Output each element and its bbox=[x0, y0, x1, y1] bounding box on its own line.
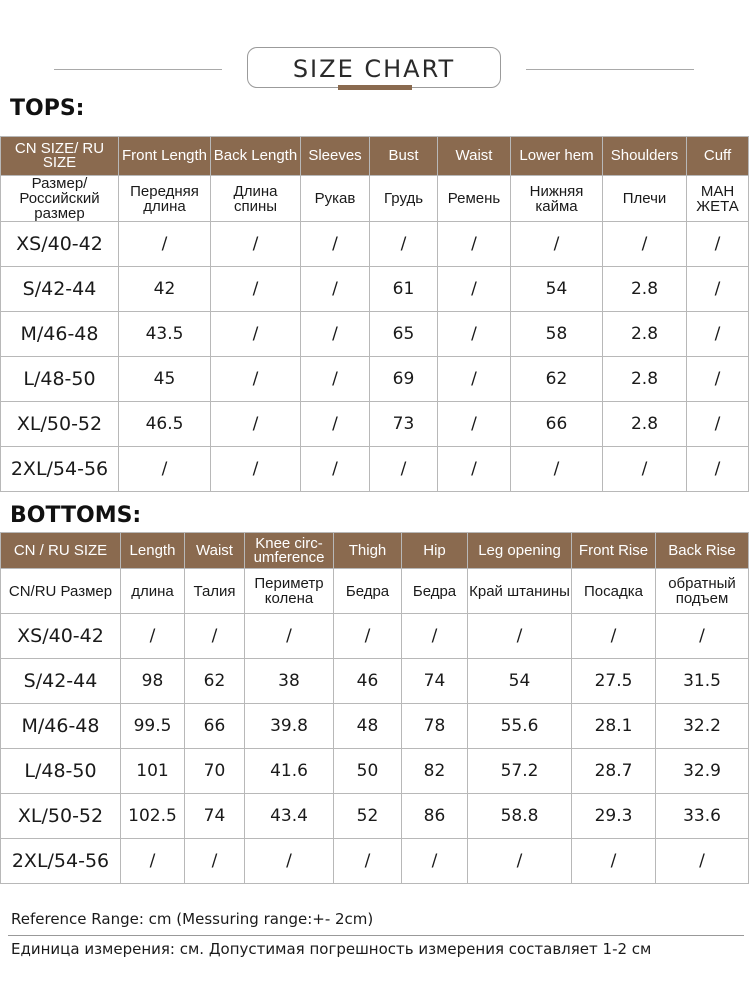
tops-value-cell: / bbox=[211, 357, 301, 402]
tops-value-cell: / bbox=[603, 222, 687, 267]
tops-value-cell: / bbox=[211, 402, 301, 447]
bottoms-row bbox=[1, 749, 749, 794]
bottoms-value-cell: 50 bbox=[334, 749, 402, 794]
tops-column-header: Sleeves bbox=[301, 137, 370, 176]
tops-value-cell: 73 bbox=[370, 402, 438, 447]
tops-value-cell: / bbox=[687, 222, 749, 267]
bottoms-value-cell: 41.6 bbox=[245, 749, 334, 794]
bottoms-value-cell: / bbox=[334, 839, 402, 884]
bottoms-column-header-ru: Посадка bbox=[572, 569, 656, 614]
bottoms-row bbox=[1, 614, 749, 659]
bottoms-value-cell: 48 bbox=[334, 704, 402, 749]
tops-value-cell: 2.8 bbox=[603, 402, 687, 447]
tops-value-cell: / bbox=[301, 357, 370, 402]
tops-column-header: Cuff bbox=[687, 137, 749, 176]
tops-row bbox=[1, 357, 749, 402]
tops-size-table bbox=[0, 136, 749, 492]
tops-column-header: Shoulders bbox=[603, 137, 687, 176]
bottoms-value-cell: 32.2 bbox=[656, 704, 749, 749]
tops-value-cell: 65 bbox=[370, 312, 438, 357]
bottoms-value-cell: 82 bbox=[402, 749, 468, 794]
bottoms-value-cell: / bbox=[656, 614, 749, 659]
bottoms-column-header-ru: Периметр колена bbox=[245, 569, 334, 614]
bottoms-value-cell: 28.7 bbox=[572, 749, 656, 794]
tops-column-header-ru: Размер/ Российский размер bbox=[1, 176, 119, 222]
bottoms-value-cell: 62 bbox=[185, 659, 245, 704]
tops-value-cell: / bbox=[603, 447, 687, 492]
title-accent-bar bbox=[338, 85, 412, 90]
bottoms-value-cell: 98 bbox=[121, 659, 185, 704]
bottoms-value-cell: / bbox=[402, 614, 468, 659]
bottoms-column-header: Thigh bbox=[334, 533, 402, 569]
tops-size-cell: S/42-44 bbox=[1, 267, 119, 312]
tops-value-cell: 43.5 bbox=[119, 312, 211, 357]
bottoms-column-header-ru: Бедра bbox=[402, 569, 468, 614]
bottoms-value-cell: / bbox=[185, 839, 245, 884]
tops-column-header-ru: Рукав bbox=[301, 176, 370, 222]
bottoms-value-cell: / bbox=[245, 614, 334, 659]
bottoms-value-cell: 27.5 bbox=[572, 659, 656, 704]
bottoms-value-cell: 46 bbox=[334, 659, 402, 704]
tops-value-cell: / bbox=[119, 222, 211, 267]
tops-value-cell: / bbox=[211, 312, 301, 357]
tops-column-header: Lower hem bbox=[511, 137, 603, 176]
tops-value-cell: / bbox=[438, 402, 511, 447]
tops-size-cell: M/46-48 bbox=[1, 312, 119, 357]
tops-value-cell: / bbox=[301, 402, 370, 447]
bottoms-column-header-ru: обратный подъем bbox=[656, 569, 749, 614]
tops-column-header-ru: Ремень bbox=[438, 176, 511, 222]
tops-row bbox=[1, 447, 749, 492]
tops-value-cell: / bbox=[438, 267, 511, 312]
bottoms-value-cell: 29.3 bbox=[572, 794, 656, 839]
bottoms-size-cell: S/42-44 bbox=[1, 659, 121, 704]
tops-value-cell: 61 bbox=[370, 267, 438, 312]
tops-row bbox=[1, 222, 749, 267]
tops-value-cell: 58 bbox=[511, 312, 603, 357]
tops-value-cell: / bbox=[301, 312, 370, 357]
tops-column-header-ru: Грудь bbox=[370, 176, 438, 222]
bottoms-column-header-ru: длина bbox=[121, 569, 185, 614]
tops-section-title: TOPS: bbox=[10, 96, 85, 121]
tops-column-header-ru: МАН ЖЕТА bbox=[687, 176, 749, 222]
bottoms-size-cell: XS/40-42 bbox=[1, 614, 121, 659]
bottoms-column-header-ru: Талия bbox=[185, 569, 245, 614]
tops-value-cell: / bbox=[687, 402, 749, 447]
bottoms-value-cell: 74 bbox=[185, 794, 245, 839]
tops-row bbox=[1, 312, 749, 357]
tops-value-cell: 2.8 bbox=[603, 312, 687, 357]
bottoms-row bbox=[1, 794, 749, 839]
bottoms-value-cell: 58.8 bbox=[468, 794, 572, 839]
bottoms-value-cell: / bbox=[572, 614, 656, 659]
tops-value-cell: / bbox=[211, 447, 301, 492]
bottoms-column-header-ru: CN/RU Размер bbox=[1, 569, 121, 614]
tops-ru-header-row bbox=[1, 176, 749, 222]
bottoms-size-cell: XL/50-52 bbox=[1, 794, 121, 839]
page-title: SIZE CHART bbox=[292, 55, 456, 83]
bottoms-column-header-ru: Бедра bbox=[334, 569, 402, 614]
bottoms-size-table bbox=[0, 532, 749, 884]
tops-value-cell: / bbox=[438, 312, 511, 357]
tops-column-header-ru: Плечи bbox=[603, 176, 687, 222]
bottoms-value-cell: 57.2 bbox=[468, 749, 572, 794]
bottoms-column-header: Length bbox=[121, 533, 185, 569]
tops-value-cell: 45 bbox=[119, 357, 211, 402]
tops-value-cell: / bbox=[687, 267, 749, 312]
bottoms-value-cell: 33.6 bbox=[656, 794, 749, 839]
tops-value-cell: / bbox=[687, 357, 749, 402]
bottoms-column-header: Hip bbox=[402, 533, 468, 569]
tops-column-header: Waist bbox=[438, 137, 511, 176]
header-divider-left bbox=[54, 69, 222, 70]
tops-value-cell: 62 bbox=[511, 357, 603, 402]
bottoms-value-cell: 38 bbox=[245, 659, 334, 704]
bottoms-column-header: Knee circ- umference bbox=[245, 533, 334, 569]
tops-column-header: Front Length bbox=[119, 137, 211, 176]
bottoms-value-cell: / bbox=[402, 839, 468, 884]
tops-value-cell: / bbox=[511, 447, 603, 492]
bottoms-value-cell: 70 bbox=[185, 749, 245, 794]
tops-value-cell: 66 bbox=[511, 402, 603, 447]
tops-value-cell: / bbox=[370, 447, 438, 492]
tops-row bbox=[1, 267, 749, 312]
tops-column-header-ru: Передняя длина bbox=[119, 176, 211, 222]
footer-note-en: Reference Range: cm (Messuring range:+- 2cm) bbox=[11, 910, 374, 928]
tops-value-cell: / bbox=[211, 267, 301, 312]
bottoms-value-cell: / bbox=[121, 839, 185, 884]
bottoms-value-cell: 86 bbox=[402, 794, 468, 839]
bottoms-value-cell: 102.5 bbox=[121, 794, 185, 839]
bottoms-value-cell: / bbox=[185, 614, 245, 659]
bottoms-column-header: Back Rise bbox=[656, 533, 749, 569]
bottoms-value-cell: / bbox=[468, 839, 572, 884]
tops-column-header-ru: Нижняя кайма bbox=[511, 176, 603, 222]
tops-value-cell: 2.8 bbox=[603, 357, 687, 402]
tops-value-cell: / bbox=[687, 447, 749, 492]
tops-size-cell: XS/40-42 bbox=[1, 222, 119, 267]
tops-column-header: CN SIZE/ RU SIZE bbox=[1, 137, 119, 176]
tops-column-header-ru: Длина спины bbox=[211, 176, 301, 222]
bottoms-column-header: Front Rise bbox=[572, 533, 656, 569]
tops-value-cell: 46.5 bbox=[119, 402, 211, 447]
bottoms-value-cell: 101 bbox=[121, 749, 185, 794]
tops-value-cell: / bbox=[511, 222, 603, 267]
tops-value-cell: / bbox=[438, 357, 511, 402]
tops-value-cell: 42 bbox=[119, 267, 211, 312]
bottoms-size-cell: L/48-50 bbox=[1, 749, 121, 794]
tops-value-cell: / bbox=[438, 222, 511, 267]
tops-value-cell: / bbox=[301, 267, 370, 312]
bottoms-column-header-ru: Край штанины bbox=[468, 569, 572, 614]
bottoms-row bbox=[1, 704, 749, 749]
footer-note-ru: Единица измерения: см. Допустимая погрешность измерения составляет 1-2 см bbox=[11, 940, 652, 958]
tops-value-cell: / bbox=[301, 447, 370, 492]
bottoms-value-cell: 55.6 bbox=[468, 704, 572, 749]
tops-value-cell: / bbox=[119, 447, 211, 492]
bottoms-value-cell: 32.9 bbox=[656, 749, 749, 794]
bottoms-size-cell: 2XL/54-56 bbox=[1, 839, 121, 884]
header-divider-right bbox=[526, 69, 694, 70]
tops-size-cell: L/48-50 bbox=[1, 357, 119, 402]
bottoms-ru-header-row bbox=[1, 569, 749, 614]
tops-value-cell: / bbox=[438, 447, 511, 492]
tops-column-header: Bust bbox=[370, 137, 438, 176]
tops-column-header: Back Length bbox=[211, 137, 301, 176]
tops-value-cell: 54 bbox=[511, 267, 603, 312]
bottoms-value-cell: / bbox=[572, 839, 656, 884]
bottoms-value-cell: 31.5 bbox=[656, 659, 749, 704]
bottoms-value-cell: 99.5 bbox=[121, 704, 185, 749]
tops-value-cell: / bbox=[211, 222, 301, 267]
bottoms-row bbox=[1, 839, 749, 884]
bottoms-column-header: Leg opening bbox=[468, 533, 572, 569]
tops-value-cell: / bbox=[687, 312, 749, 357]
bottoms-value-cell: 54 bbox=[468, 659, 572, 704]
tops-value-cell: 69 bbox=[370, 357, 438, 402]
bottoms-value-cell: 52 bbox=[334, 794, 402, 839]
bottoms-size-cell: M/46-48 bbox=[1, 704, 121, 749]
bottoms-value-cell: 28.1 bbox=[572, 704, 656, 749]
bottoms-section-title: BOTTOMS: bbox=[10, 503, 142, 528]
bottoms-column-header: Waist bbox=[185, 533, 245, 569]
bottoms-value-cell: / bbox=[656, 839, 749, 884]
footer-divider bbox=[8, 935, 744, 936]
bottoms-value-cell: / bbox=[468, 614, 572, 659]
bottoms-value-cell: / bbox=[121, 614, 185, 659]
tops-row bbox=[1, 402, 749, 447]
bottoms-value-cell: 43.4 bbox=[245, 794, 334, 839]
tops-value-cell: 2.8 bbox=[603, 267, 687, 312]
bottoms-value-cell: / bbox=[245, 839, 334, 884]
tops-size-cell: XL/50-52 bbox=[1, 402, 119, 447]
bottoms-column-header: CN / RU SIZE bbox=[1, 533, 121, 569]
bottoms-value-cell: 74 bbox=[402, 659, 468, 704]
bottoms-value-cell: 66 bbox=[185, 704, 245, 749]
bottoms-value-cell: / bbox=[334, 614, 402, 659]
tops-header-row bbox=[1, 137, 749, 176]
bottoms-row bbox=[1, 659, 749, 704]
tops-value-cell: / bbox=[370, 222, 438, 267]
bottoms-value-cell: 78 bbox=[402, 704, 468, 749]
tops-size-cell: 2XL/54-56 bbox=[1, 447, 119, 492]
title-frame bbox=[247, 47, 501, 88]
bottoms-header-row bbox=[1, 533, 749, 569]
bottoms-value-cell: 39.8 bbox=[245, 704, 334, 749]
tops-value-cell: / bbox=[301, 222, 370, 267]
